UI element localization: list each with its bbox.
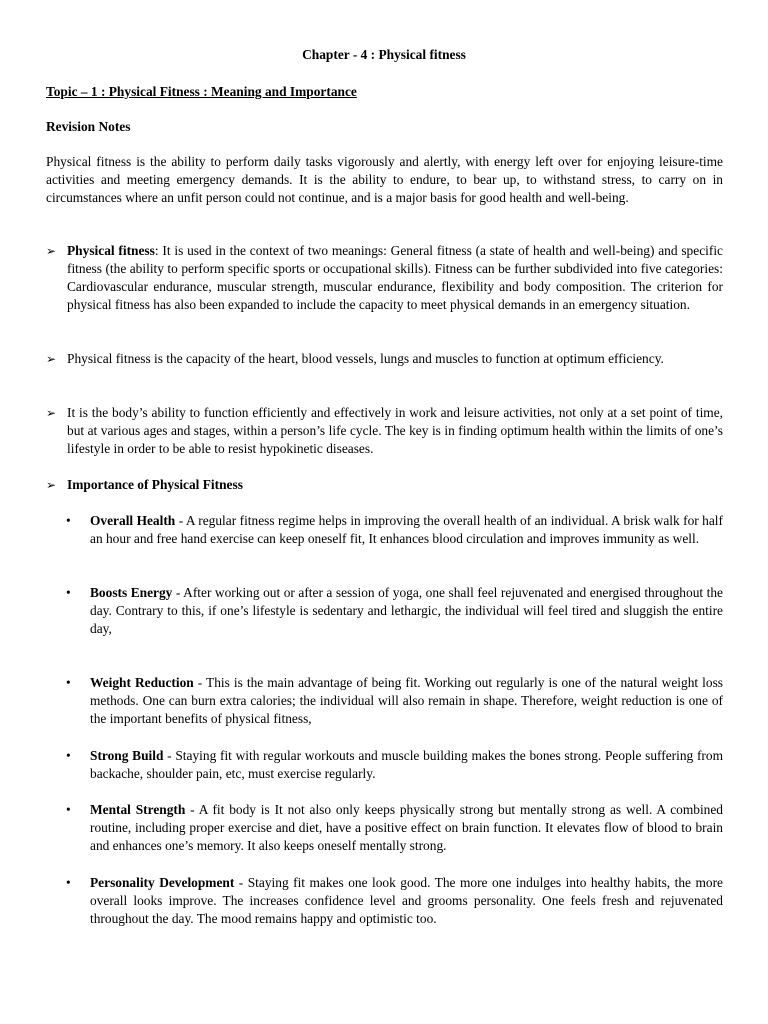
importance-item-body [90, 874, 723, 928]
importance-item-body [90, 674, 723, 728]
arrow-bullet-icon: ➢ [46, 406, 57, 420]
point-physical-fitness [46, 242, 723, 314]
bullet-icon: • [66, 802, 71, 817]
importance-item-mental-strength [66, 801, 723, 855]
point-text: Physical fitness is the capacity of the heart, blood vessels, lungs and muscles to function at optimum efficiency. [67, 351, 664, 366]
bullet-icon: • [66, 585, 71, 600]
arrow-bullet-icon: ➢ [46, 244, 57, 258]
importance-item-text: - A regular fitness regime helps in improving the overall health of an individual. A brisk walk for half an hour and free hand exercise can keep oneself fit, It enhances blood circulation and improves immunity as well. [90, 513, 723, 546]
importance-item-body [90, 747, 723, 783]
importance-item-text: - This is the main advantage of being fit. Working out regularly is one of the natural weight loss methods. One can burn extra calories; the individual will also remain in shape. Therefore, weight reduction is one of the important benefits of physical fitness, [90, 675, 723, 726]
point-body [67, 242, 723, 314]
arrow-bullet-icon: ➢ [46, 478, 57, 492]
point-term: Physical fitness [67, 243, 155, 258]
importance-item-overall-health [66, 512, 723, 548]
chapter-title: Chapter - 4 : Physical fitness [302, 47, 466, 62]
importance-item-text: - After working out or after a session of yoga, one shall feel rejuvenated and energised throughout the day. Contrary to this, if one’s lifestyle is sedentary and lethargic, the individual will feel tired and sluggish the entire day, [90, 585, 723, 636]
bullet-icon: • [66, 513, 71, 528]
topic-title: Topic – 1 : Physical Fitness : Meaning and Importance [46, 84, 357, 99]
importance-item-term: Strong Build [90, 748, 164, 763]
importance-item-term: Boosts Energy [90, 585, 173, 600]
importance-heading-item [46, 476, 723, 494]
importance-item-personality-development [66, 874, 723, 928]
importance-item-term: Personality Development [90, 875, 235, 890]
importance-item-body [90, 801, 723, 855]
intro-paragraph: Physical fitness is the ability to perform daily tasks vigorously and alertly, with energy left over for enjoying leisure-time activities and meeting emergency demands. It is the ability to endure, to bear up, to withstand stress, to carry on in circumstances where an unfit person could not continue, and is a major basis for good health and well-being. [46, 154, 723, 205]
importance-heading: Importance of Physical Fitness [67, 477, 243, 492]
point-text: : It is used in the context of two meanings: General fitness (a state of health and well-being) and specific fitness (the ability to perform specific sports or occupational skills). Fitness can be further subdivided into five categories: Cardiovascular endurance, muscular strength, muscular endurance, flexibility and body composition. The criterion for physical fitness has also been expanded to include the capacity to meet physical demands in an emergency situation. [67, 243, 723, 312]
importance-item-weight-reduction [66, 674, 723, 728]
importance-item-text: - A fit body is It not also only keeps physically strong but mentally strong as well. A combined routine, including proper exercise and diet, have a positive effect on brain function. It elevates flow of blood to brain and enhances one’s memory. It also keeps oneself mentally strong. [90, 802, 723, 853]
importance-item-term: Overall Health [90, 513, 176, 528]
importance-item-strong-build [66, 747, 723, 783]
importance-item-text: - Staying fit with regular workouts and muscle building makes the bones strong. People suffering from backache, shoulder pain, etc, must exercise regularly. [90, 748, 724, 781]
point-text: It is the body’s ability to function efficiently and effectively in work and leisure activities, not only at a set point of time, but at various ages and stages, within a person’s life cycle. The key is in finding optimum health within the limits of one’s lifestyle in order to be able to resist hypokinetic diseases. [67, 405, 723, 456]
importance-item-body [90, 512, 723, 548]
importance-item-boosts-energy [66, 584, 723, 638]
arrow-bullet-icon: ➢ [46, 352, 57, 366]
point-capacity [46, 350, 723, 368]
importance-item-term: Mental Strength [90, 802, 186, 817]
importance-item-text: - Staying fit makes one look good. The more one indulges into healthy habits, the more overall looks improve. The increases confidence level and grooms personality. One feels fresh and rejuvenated throughout the day. The mood remains happy and optimistic too. [90, 875, 723, 926]
bullet-icon: • [66, 675, 71, 690]
revision-notes-heading: Revision Notes [46, 119, 131, 134]
bullet-icon: • [66, 748, 71, 763]
importance-item-term: Weight Reduction [90, 675, 194, 690]
point-body-ability [46, 404, 723, 458]
importance-item-body [90, 584, 723, 638]
bullet-icon: • [66, 875, 71, 890]
